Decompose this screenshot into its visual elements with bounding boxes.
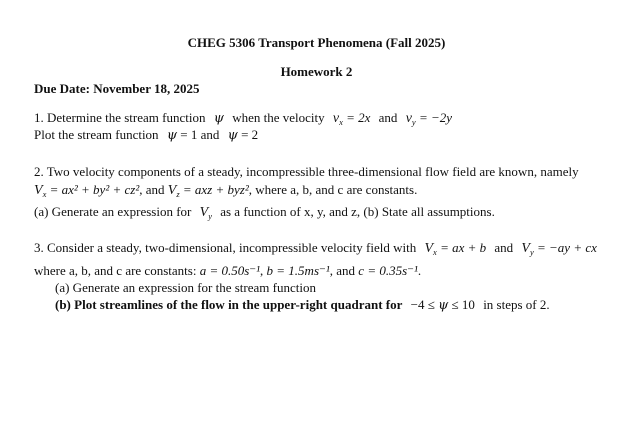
problem-1-line-2 — [34, 127, 258, 143]
p1-text-and-2: and — [200, 127, 220, 142]
problem-2-line-3 — [34, 204, 495, 224]
p3-text-and-2: , and — [329, 263, 356, 278]
p2-part-b-text: as a function of x, y, and z, (b) State all assumptions. — [220, 204, 495, 219]
problem-3-line-2 — [34, 263, 421, 278]
Vx-symbol: $V_x$ — [34, 183, 47, 199]
problem-3-part-a: (a) Generate an expression for the stream function — [55, 280, 316, 295]
p3-a-value: a = 0.50s⁻¹ — [199, 263, 261, 278]
p3-range-lower: −4 ≤ — [410, 297, 435, 312]
problem-3-part-b — [55, 297, 550, 313]
p3-steps-text: in steps of 2. — [483, 297, 550, 312]
vy-symbol: $v_y$ — [405, 111, 416, 127]
Vx-symbol: $V_x$ — [424, 241, 437, 257]
p1-psi-value-2: = 2 — [241, 127, 259, 142]
p3-comma: , — [260, 263, 264, 278]
homework-title: Homework 2 — [280, 64, 353, 79]
psi-symbol: ψ — [438, 298, 449, 313]
p1-text-a: 1. Determine the stream function — [34, 110, 206, 125]
due-date: Due Date: November 18, 2025 — [34, 81, 200, 96]
p2-vz-expression: = axz + byz² — [182, 182, 249, 197]
psi-symbol: ψ — [227, 128, 238, 143]
Vz-symbol: $V_z$ — [167, 183, 180, 199]
p3-vx-expression: = ax + b — [440, 240, 487, 255]
p3-vy-expression: = −ay + cx — [537, 240, 597, 255]
p3-c-value: c = 0.35s⁻¹ — [358, 263, 418, 278]
p3-constants-text: where a, b, and c are constants: — [34, 263, 197, 278]
vx-symbol: $v_x$ — [332, 111, 343, 127]
psi-symbol: ψ — [166, 128, 178, 143]
p2-part-a-text: (a) Generate an expression for — [34, 204, 192, 219]
p2-constants-text: , where a, b, and c are constants. — [248, 182, 418, 197]
Vy-symbol: $V_y$ — [521, 241, 534, 257]
p1-text-and: and — [378, 110, 398, 125]
problem-2-line-2 — [34, 182, 417, 202]
p1-plot-text: Plot the stream function — [34, 127, 159, 142]
p3-text-and: and — [494, 240, 514, 255]
p3-b-value: b = 1.5ms⁻¹ — [266, 263, 330, 278]
p1-psi-value-1: = 1 — [180, 127, 198, 142]
p1-vy-value: = −2y — [418, 110, 453, 125]
p3-period: . — [417, 263, 422, 278]
p3-part-b-text: (b) Plot streamlines of the flow in the upper-right quadrant for — [55, 297, 403, 312]
p3-range-upper: ≤ 10 — [451, 297, 475, 312]
psi-symbol: ψ — [213, 111, 224, 126]
problem-3-line-1 — [34, 240, 597, 260]
problem-2-line-1: 2. Two velocity components of a steady, incompressible three-dimensional flow field are known, namely — [34, 164, 579, 179]
p2-vx-expression: = ax² + by² + cz² — [49, 182, 140, 197]
p3-intro-text: 3. Consider a steady, two-dimensional, incompressible velocity field with — [34, 240, 417, 255]
course-title: CHEG 5306 Transport Phenomena (Fall 2025) — [187, 35, 446, 50]
Vy-symbol: $V_y$ — [199, 205, 212, 221]
p1-text-b: when the velocity — [232, 110, 325, 125]
p1-vx-value: = 2x — [346, 110, 371, 125]
p2-text-and: , and — [139, 182, 165, 197]
